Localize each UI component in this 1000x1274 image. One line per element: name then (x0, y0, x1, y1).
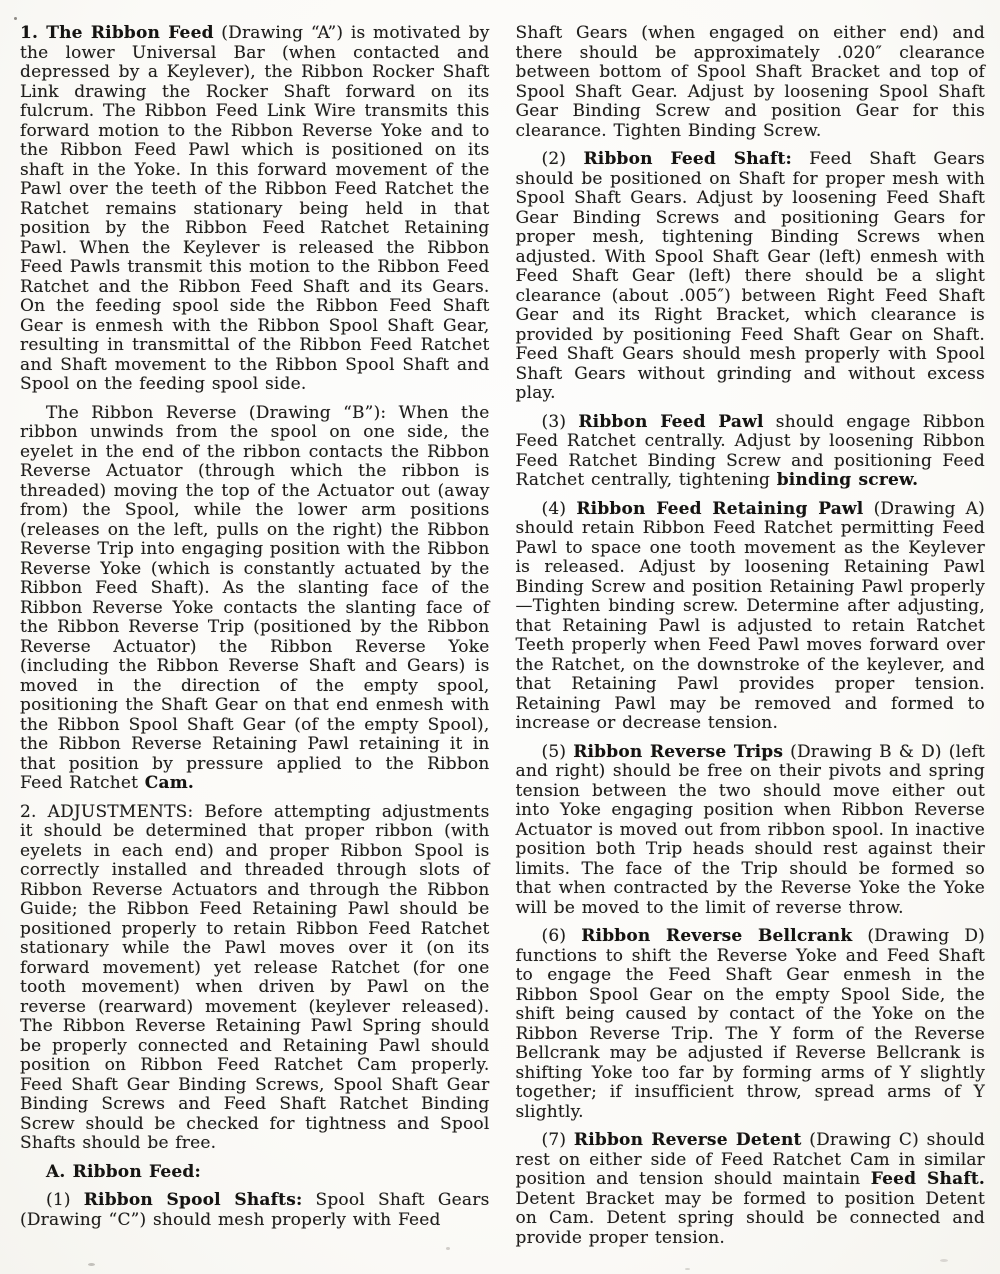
text-run: Shaft Gears (when engaged on either end) and there should be approximately .020″ clearance between bottom of Spool Shaft Bracket and top of Spool Shaft Gear. Adjust by loosening Spool Shaft Gear Binding Screw and position Gear for this clearance. Tighten Binding Screw. (515, 23, 985, 141)
text-run: (6) (541, 926, 582, 946)
paragraph (516, 743, 986, 919)
text-run: Detent Bracket may be formed to position Detent on Cam. Detent spring should be connected and provide proper tension. (515, 1188, 985, 1248)
scan-artifact (88, 1263, 95, 1266)
text-run: (2) (541, 149, 584, 169)
bold-text-run: 1. The Ribbon Feed (20, 23, 214, 43)
paragraph (20, 803, 490, 1154)
paragraph (516, 1131, 986, 1248)
text-run: Feed Shaft Gears should be positioned on Shaft for proper mesh with Spool Shaft Gears. Adjust by loosening Feed Shaft Gear Binding Screws and positioning Gears for proper mesh, tightening Binding Screws when adjusted. With Spool Shaft Gear (left) enmesh with Feed Shaft Gear (left) there should be a slight clearance (about .005″) between Right Feed Shaft Gear and its Right Bracket, which clearance is provided by positioning Feed Shaft Gear on Shaft. Feed Shaft Gears should mesh properly with Spool Shaft Gears without grinding and without excess play. (515, 149, 985, 403)
left-column (20, 24, 490, 1257)
right-column (516, 24, 986, 1257)
text-run: (4) (541, 498, 577, 519)
text-run: (Drawing A) should retain Ribbon Feed Ratchet permitting Feed Pawl to space one tooth movement as the Keylever is released. Adjust by loosening Retaining Pawl Binding Screw and position Retaining Pawl properly—Tighten binding screw. Determine after adjusting, that Retaining Pawl is adjusted to retain Ratchet Teeth properly when Feed Pawl moves forward over the Ratchet, on the downstroke of the keylever, and that Retaining Pawl provides proper tension. Retaining Pawl may be removed and formed to increase or decrease tension. (515, 498, 985, 733)
paragraph (516, 413, 986, 491)
paragraph (516, 500, 986, 734)
text-run: (7) (541, 1130, 574, 1150)
scan-artifact (940, 1259, 948, 1262)
text-run: 2. ADJUSTMENTS: Before attempting adjustments it should be determined that proper ribbon (with eyelets in each end) and proper Ribbon Spool is correctly installed and threaded through slots of Ribbon Reverse Actuators and through the Ribbon Guide; the Ribbon Feed Retaining Pawl should be positioned properly to retain Ribbon Feed Ratchet stationary while the Pawl moves over it (on its forward movement) yet release Ratchet (for one tooth movement) when driven by Pawl on the reverse (rearward) movement (keylever released). The Ribbon Reverse Retaining Pawl Spring should be properly connected and Retaining Pawl should position on Ribbon Feed Ratchet Cam properly. Feed Shaft Gear Binding Screws, Spool Shaft Gear Binding Screws and Feed Shaft Ratchet Binding Screw should be checked for tightness and Spool Shafts should be free. (20, 801, 490, 1153)
paragraph (516, 24, 986, 141)
bold-text-run: Ribbon Reverse Bellcrank (581, 926, 853, 946)
text-run: The Ribbon Reverse (Drawing “B”): When the ribbon unwinds from the spool on one side, the eyelet in the end of the ribbon contacts the Ribbon Reverse Actuator (through which the ribbon is threaded) moving the top of the Actuator out (away from) the Spool, while the lower arm positions (releases on the left, pulls on the right) the Ribbon Reverse Trip into engaging position with the Ribbon Reverse Yoke (which is constantly actuated by the Ribbon Feed Shaft). As the slanting face of the Ribbon Reverse Yoke contacts the slanting face of the Ribbon Reverse Trip (positioned by the Ribbon Reverse Actuator) the Ribbon Reverse Yoke (including the Ribbon Reverse Shaft and Gears) is moved in the direction of the empty spool, positioning the Shaft Gear on that end enmesh with the Ribbon Spool Shaft Gear (of the empty Spool), the Ribbon Reverse Retaining Pawl retaining it in that position by pressure applied to the Ribbon Feed Ratchet (20, 402, 490, 793)
paragraph (20, 1191, 490, 1230)
scan-artifact (685, 1268, 690, 1270)
paragraph (20, 24, 490, 395)
text-run: (Drawing “A”) is motivated by the lower Universal Bar (when contacted and depressed by a Keylever), the Ribbon Rocker Shaft Link drawing the Rocker Shaft forward on its fulcrum. The Ribbon Feed Link Wire transmits this forward motion to the Ribbon Reverse Yoke and to the Ribbon Feed Pawl which is positioned on its shaft in the Yoke. In this forward movement of the Pawl over the teeth of the Ribbon Feed Ratchet the Ratchet remains stationary being held in that position by the Ribbon Feed Ratchet Retaining Pawl. When the Keylever is released the Ribbon Feed Pawls transmit this motion to the Ribbon Feed Ratchet and the Ribbon Feed Shaft and its Gears. On the feeding spool side the Ribbon Feed Shaft Gear is enmesh with the Ribbon Spool Shaft Gear, resulting in transmittal of the Ribbon Feed Ratchet and Shaft movement to the Ribbon Spool Shaft and Spool on the feeding spool side. (20, 23, 490, 394)
text-run: (1) (46, 1190, 84, 1210)
bold-text-run: Ribbon Spool Shafts: (83, 1190, 303, 1210)
text-run: Spool Shaft Gears (Drawing “C”) should mesh properly with Feed (20, 1190, 490, 1230)
bold-text-run: Feed Shaft. (870, 1169, 985, 1189)
text-run: (5) (541, 741, 574, 762)
text-run: (Drawing D) functions to shift the Reverse Yoke and Feed Shaft to engage the Feed Shaft Gear enmesh in the Ribbon Spool Gear on the empty Spool Side, the shift being caused by contact of the Yoke on the Ribbon Reverse Trip. The Y form of the Reverse Bellcrank may be adjusted if Reverse Bellcrank is shifting Yoke too far by forming arms of Y slightly together; if insufficient throw, spread arms of Y slightly. (515, 926, 985, 1122)
bold-text-run: Ribbon Reverse Detent (573, 1130, 802, 1150)
paragraph (20, 404, 490, 794)
bold-text-run: Cam. (144, 773, 195, 793)
bold-text-run: Ribbon Reverse Trips (573, 741, 784, 762)
bold-text-run: A. Ribbon Feed: (46, 1161, 201, 1182)
bold-text-run: Ribbon Feed Shaft: (583, 149, 793, 169)
paragraph (516, 150, 986, 404)
text-run: (3) (541, 411, 579, 432)
scan-artifact (14, 17, 17, 20)
text-run: (Drawing C) should rest on either side of Feed Ratchet Cam in similar position and tension should maintain (515, 1130, 985, 1189)
text-run: (Drawing B & D) (left and right) should be free on their pivots and spring tension between the two should move either out into Yoke engaging position when Ribbon Reverse Actuator is moved out from ribbon spool. In inactive position both Trip heads should rest against their limits. The face of the Trip should be formed so that when contracted by the Reverse Yoke the Yoke will be moved to the limit of reverse throw. (515, 741, 985, 918)
bold-text-run: Ribbon Feed Pawl (578, 411, 764, 432)
bold-text-run: binding screw. (776, 470, 919, 490)
paragraph (20, 1163, 490, 1183)
text-run: should engage Ribbon Feed Ratchet centrally. Adjust by loosening Ribbon Feed Ratchet Binding Screw and positioning Feed Ratchet centrally, tightening (515, 411, 985, 490)
two-column-layout (20, 24, 985, 1257)
paragraph (516, 927, 986, 1122)
bold-text-run: Ribbon Feed Retaining Pawl (576, 498, 864, 519)
